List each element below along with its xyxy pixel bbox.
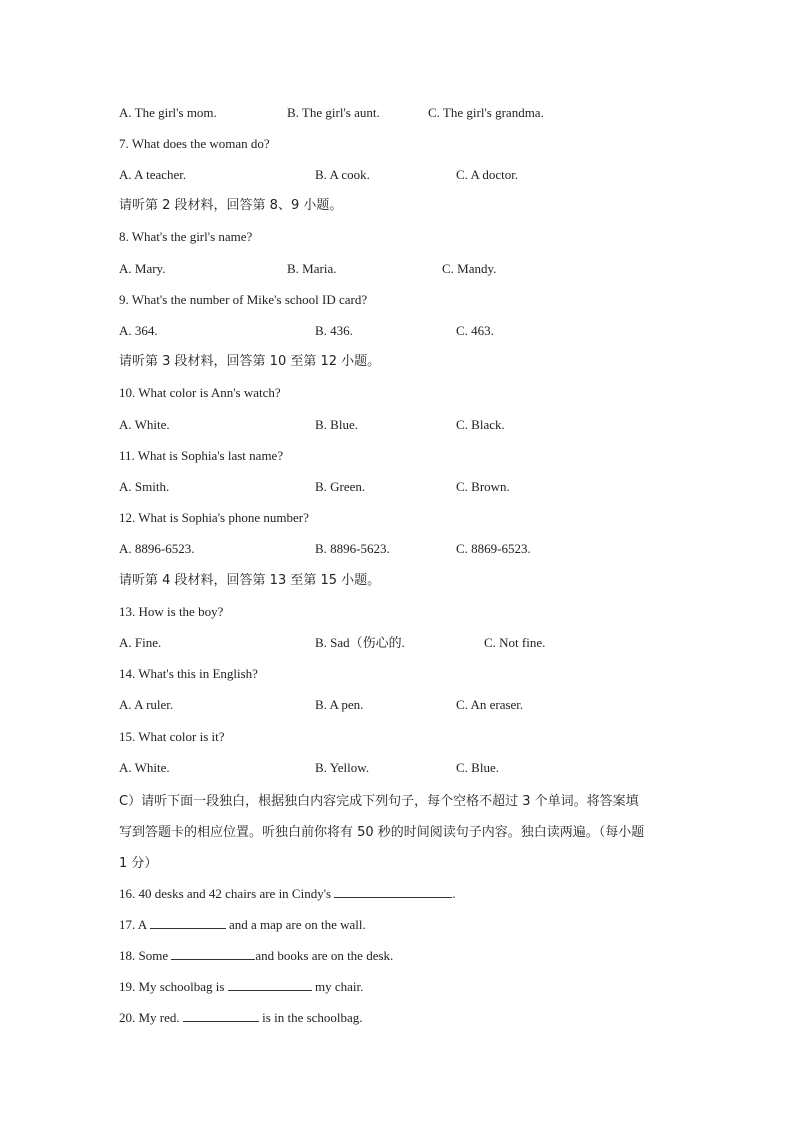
q12-question: 12. What is Sophia's phone number? [119,510,309,525]
q13-option-c: C. Not fine. [484,635,546,650]
q11-option-c: C. Brown. [456,479,510,494]
q10-option-a: A. White. [119,417,170,432]
q8-question: 8. What's the girl's name? [119,229,253,244]
q12-option-a: A. 8896-6523. [119,541,195,556]
q14-option-a: A. A ruler. [119,697,174,712]
part-c-line-1: C）请听下面一段独白，根据独白内容完成下列句子，每个空格不超过 3 个单词。将答案填 [119,794,639,809]
q19-text-before: 19. My schoolbag is [119,979,228,994]
q7-question: 7. What does the woman do? [119,136,270,151]
q17-text-after: and a map are on the wall. [225,917,366,932]
q13-question: 13. How is the boy? [119,604,224,619]
q20-blank[interactable] [183,1008,259,1022]
q16-text-before: 16. 40 desks and 42 chairs are in Cindy's [119,886,335,901]
q6-option-c: C. The girl's grandma. [428,105,544,120]
section-2-instruction: 请听第 2 段材料，回答第 8、9 小题。 [119,198,343,213]
q7-option-c: C. A doctor. [456,167,519,182]
q6-option-a: A. The girl's mom. [119,105,217,120]
part-c-line-2: 写到答题卡的相应位置。听独白前你将有 50 秒的时间阅读句子内容。独白读两遍。（每小题 [119,825,645,840]
q18-text-after: and books are on the desk. [255,948,394,963]
q8-option-b: B. Maria. [287,261,337,276]
q17-sentence [119,915,366,934]
q7-option-a: A. A teacher. [119,167,187,182]
q18-text-before: 18. Some [119,948,172,963]
q10-option-b: B. Blue. [315,417,358,432]
q10-question: 10. What color is Ann's watch? [119,385,281,400]
q19-blank[interactable] [228,977,312,991]
q19-sentence [119,977,363,996]
q20-sentence [119,1008,363,1027]
q20-text-before: 20. My red. [119,1010,183,1025]
q13-option-b: B. Sad（伤心的. [315,635,405,650]
q11-question: 11. What is Sophia's last name? [119,448,284,463]
q14-question: 14. What's this in English? [119,666,258,681]
q15-option-a: A. White. [119,760,170,775]
q11-option-b: B. Green. [315,479,366,494]
q17-blank[interactable] [150,915,226,929]
q14-option-b: B. A pen. [315,697,364,712]
q16-blank[interactable] [334,884,452,898]
q15-option-b: B. Yellow. [315,760,370,775]
q15-question: 15. What color is it? [119,729,225,744]
q8-option-c: C. Mandy. [442,261,497,276]
q9-question: 9. What's the number of Mike's school ID card? [119,292,368,307]
q14-option-c: C. An eraser. [456,697,524,712]
q9-option-b: B. 436. [315,323,353,338]
q16-text-after: . [452,886,456,901]
q10-option-c: C. Black. [456,417,505,432]
section-4-instruction: 请听第 4 段材料，回答第 13 至第 15 小题。 [119,573,381,588]
q9-option-c: C. 463. [456,323,494,338]
q12-option-b: B. 8896-5623. [315,541,390,556]
q18-blank[interactable] [171,946,255,960]
q7-option-b: B. A cook. [315,167,370,182]
section-3-instruction: 请听第 3 段材料，回答第 10 至第 12 小题。 [119,354,381,369]
q20-text-after: is in the schoolbag. [258,1010,363,1025]
q12-option-c: C. 8869-6523. [456,541,531,556]
q15-option-c: C. Blue. [456,760,499,775]
q13-option-a: A. Fine. [119,635,162,650]
q16-sentence [119,884,456,903]
q6-option-b: B. The girl's aunt. [287,105,380,120]
q19-text-after: my chair. [311,979,364,994]
part-c-line-3: 1 分） [119,856,158,871]
q8-option-a: A. Mary. [119,261,166,276]
q9-option-a: A. 364. [119,323,158,338]
q11-option-a: A. Smith. [119,479,170,494]
q18-sentence [119,946,393,965]
q17-text-before: 17. A [119,917,150,932]
